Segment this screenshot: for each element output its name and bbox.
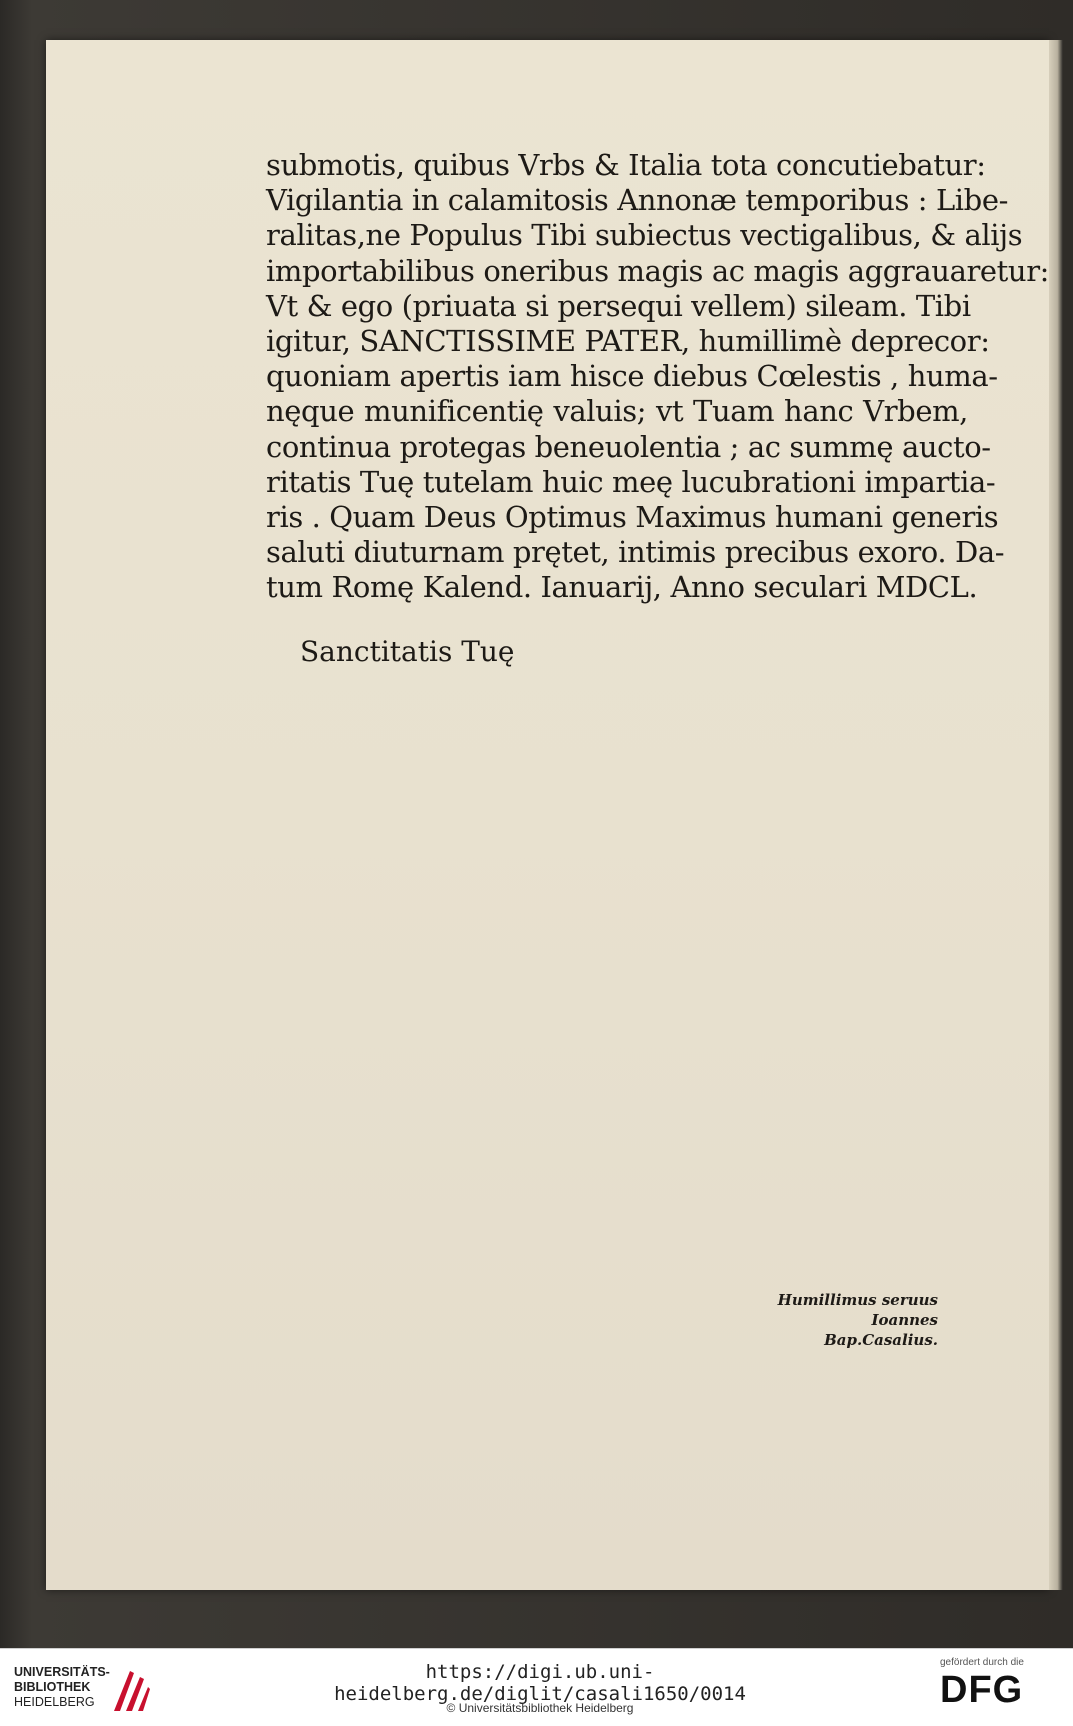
library-name-line-3: HEIDELBERG bbox=[14, 1695, 95, 1709]
funding-text: gefördert durch die bbox=[940, 1657, 1024, 1668]
signature-line-1: Humillimus seruus bbox=[777, 1291, 938, 1309]
footer-bar bbox=[0, 1648, 1073, 1726]
body-line-10: ritatis Tuę tutelam huic meę lucubrationi impartia- bbox=[266, 464, 996, 499]
body-line-3: ralitas,ne Populus Tibi subiectus vectigalibus, & alijs bbox=[266, 218, 1023, 253]
body-line-4: importabilibus oneribus magis ac magis aggrauaretur: bbox=[266, 253, 1050, 288]
body-line-2: Vigilantia in calamitosis Annonæ temporibus : Libe- bbox=[266, 183, 1009, 218]
body-line-1: submotis, quibus Vrbs & Italia tota concutiebatur: bbox=[266, 148, 986, 182]
body-text bbox=[266, 148, 1050, 605]
body-line-9: continua protegas beneuolentia ; ac summę aucto- bbox=[266, 429, 991, 464]
page-edge bbox=[1049, 40, 1063, 1590]
body-line-7: quoniam apertis iam hisce diebus Cœlestis , huma- bbox=[266, 359, 998, 394]
library-name-line-1: UNIVERSITÄTS- bbox=[14, 1665, 110, 1679]
dfg-logo[interactable] bbox=[940, 1657, 1065, 1719]
signature-line-2: Ioannes Bap.Casalius. bbox=[824, 1311, 938, 1349]
copyright-text: © Universitätsbibliothek Heidelberg bbox=[446, 1701, 634, 1715]
library-name bbox=[14, 1665, 110, 1710]
library-logo[interactable] bbox=[14, 1665, 154, 1715]
dfg-wordmark: DFG bbox=[940, 1669, 1024, 1711]
body-line-11: ris . Quam Deus Optimus Maximus humani generis bbox=[266, 499, 999, 534]
signature bbox=[758, 1290, 938, 1350]
library-name-line-2: BIBLIOTHEK bbox=[14, 1680, 91, 1694]
salutation: Sanctitatis Tuę bbox=[300, 635, 515, 668]
body-line-13: tum Romę Kalend. Ianuarij, Anno seculari MDCL. bbox=[266, 570, 978, 605]
permalink-url[interactable]: https://digi.ub.uni-heidelberg.de/diglit/casali1650/0014 bbox=[334, 1661, 746, 1705]
body-line-5: Vt & ego (priuata si persequi vellem) sileam. Tibi bbox=[266, 288, 971, 323]
body-line-8: nęque munificentię valuis; vt Tuam hanc Vrbem, bbox=[266, 394, 968, 429]
library-emblem-icon bbox=[110, 1665, 152, 1715]
body-line-12: saluti diuturnam prętet, intimis precibus exoro. Da- bbox=[266, 535, 1005, 570]
body-line-6: igitur, SANCTISSIME PATER, humillimè deprecor: bbox=[266, 323, 990, 358]
